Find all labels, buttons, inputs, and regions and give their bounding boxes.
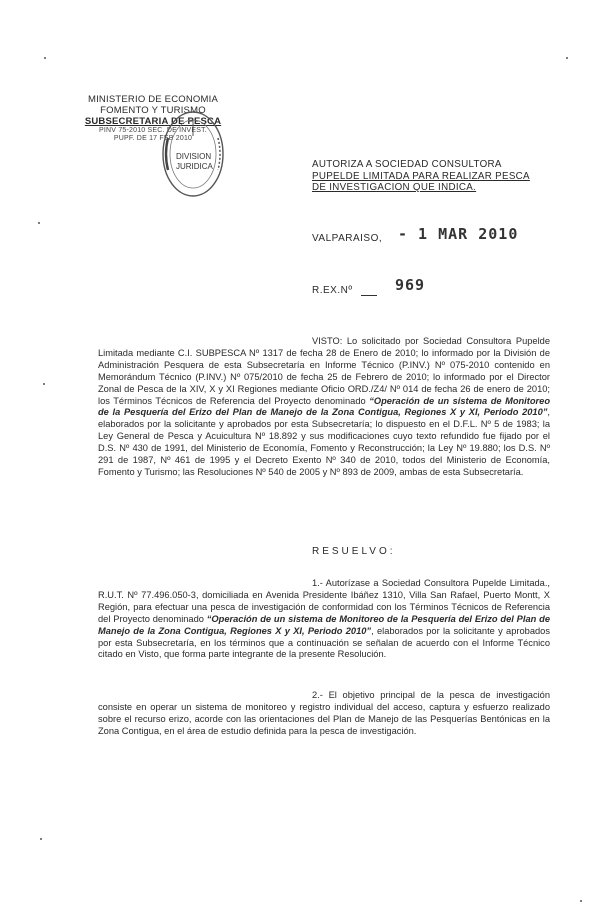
rex-number: 969 (395, 276, 426, 294)
visto-text-2: , elaborados por la solicitante y aprobados por esta Subsecretaría; lo dispuesto en el D.F.L. Nº 5 de 1983; la Ley General de Pesca y Acuicultura Nº 18.892 y sus modificaciones cuyo texto refundido fue fijado por el D.S. Nº 430 de 1991, del Ministerio de Economía, Fomento y Reconstrucción; la Ley Nº 19.880; los D.S. Nº 291 de 1987, Nº 461 de 1995 y el Decreto Exento Nº 340 de 2010, todos del Ministerio de Economía, Fomento y Turismo; las Resoluciones Nº 540 de 2005 y Nº 893 de 2009, ambas de esta Subsecretaría. (98, 407, 550, 477)
scan-speck (43, 383, 45, 385)
header-line-ministry: MINISTERIO DE ECONOMIA (87, 94, 219, 105)
rex-underline (361, 295, 377, 296)
place-label: VALPARAISO, (312, 233, 383, 244)
header-line-subsecretaria: SUBSECRETARIA DE PESCA (84, 116, 222, 127)
item2-lead: 2.- El objetivo principal de la pesca de (312, 690, 491, 700)
item1-text-1: Limitada., R.U.T. Nº 77.496.050-3, domiciliada en Avenida Presidente Ibáñez 1310, Villa San Rafael, Puerto Montt, X Región, para efectuar una pesca de investigación de conformidad con los Términos Técnicos de Referencia del Proyecto denominado (98, 578, 550, 624)
scan-speck (40, 838, 42, 840)
item2-text: investigación consiste en operar un sistema de monitoreo y registro individual del acceso, captura y esfuerzo realizado sobre el recurso erizo, acorde con las orientaciones del Plan de Manejo de las Pesquerías Bentónicas en la Zona Contigua, en el área de estudio definida para la pesca de investigación. (98, 690, 550, 736)
visto-lead: VISTO: (312, 336, 343, 346)
stamp-division (176, 152, 213, 172)
header-line-ref1: PINV 75-2010 SEC. DE INVEST. (99, 127, 207, 134)
header-line-fomento: FOMENTO Y TURISMO (100, 105, 206, 116)
visto-text-1: Lo solicitado por Sociedad Consultora Pupelde Limitada mediante C.I. SUBPESCA Nº 1317 de fecha 28 de Enero de 2010; lo informado por la División de Administración Pesquera de esta Subsecretaría en Informe Técnico (P.INV.) Nº 075-2010 contenido en Memorándum Técnico (P.INV.) Nº 075/2010 de fecha 25 de Febrero de 2010; lo informado por el Director Zonal de Pesca de la XIV, X y XI Regiones mediante Oficio ORD./Z4/ Nº 014 de fecha 26 de enero de 2010; los Términos Técnicos de Referencia del Proyecto denominado (98, 336, 550, 406)
document-subject (312, 159, 548, 194)
item2-paragraph (98, 690, 550, 738)
date-stamp: - 1 MAR 2010 (398, 225, 519, 243)
item1-project-title: “Operación de un sistema de Monitoreo de la Pesquería del Erizo del Plan de Manejo de la Zona Contigua, Regiones X y XI, Periodo 2010” (98, 613, 550, 636)
item1-paragraph (98, 578, 550, 661)
subject-line3: DE INVESTIGACION QUE INDICA. (312, 182, 477, 193)
subject-line1: AUTORIZA A SOCIEDAD CONSULTORA (312, 159, 502, 170)
stamp-line2: JURIDICA (176, 162, 213, 171)
resuelvo-heading: RESUELVO: (312, 546, 396, 557)
subject-line2: PUPELDE LIMITADA PARA REALIZAR PESCA (312, 170, 530, 182)
item1-lead: 1.- Autorízase a Sociedad Consultora Pupelde (312, 578, 507, 588)
scan-speck (566, 57, 568, 59)
scan-speck (580, 900, 582, 902)
rex-label: R.EX.Nº (312, 285, 353, 296)
item1-text-2: , elaborados por la solicitante y aprobados por esta Subsecretaría, en los términos que a continuación se señalan de acuerdo con el Informe Técnico citado en Visto, que forma parte integrante de la presente Resolución. (98, 625, 550, 660)
visto-paragraph (98, 336, 550, 479)
header-line-ref2: PUPF. DE 17 FEB 2010 (113, 135, 193, 142)
visto-project-title: “Operación de un sistema de Monitoreo de la Pesquería del Erizo del Plan de Manejo de la Zona Contigua, Regiones X y XI, Periodo 2010” (98, 395, 551, 418)
scan-speck (38, 222, 40, 224)
stamp-line1: DIVISION (176, 152, 212, 161)
scan-speck (44, 57, 46, 59)
